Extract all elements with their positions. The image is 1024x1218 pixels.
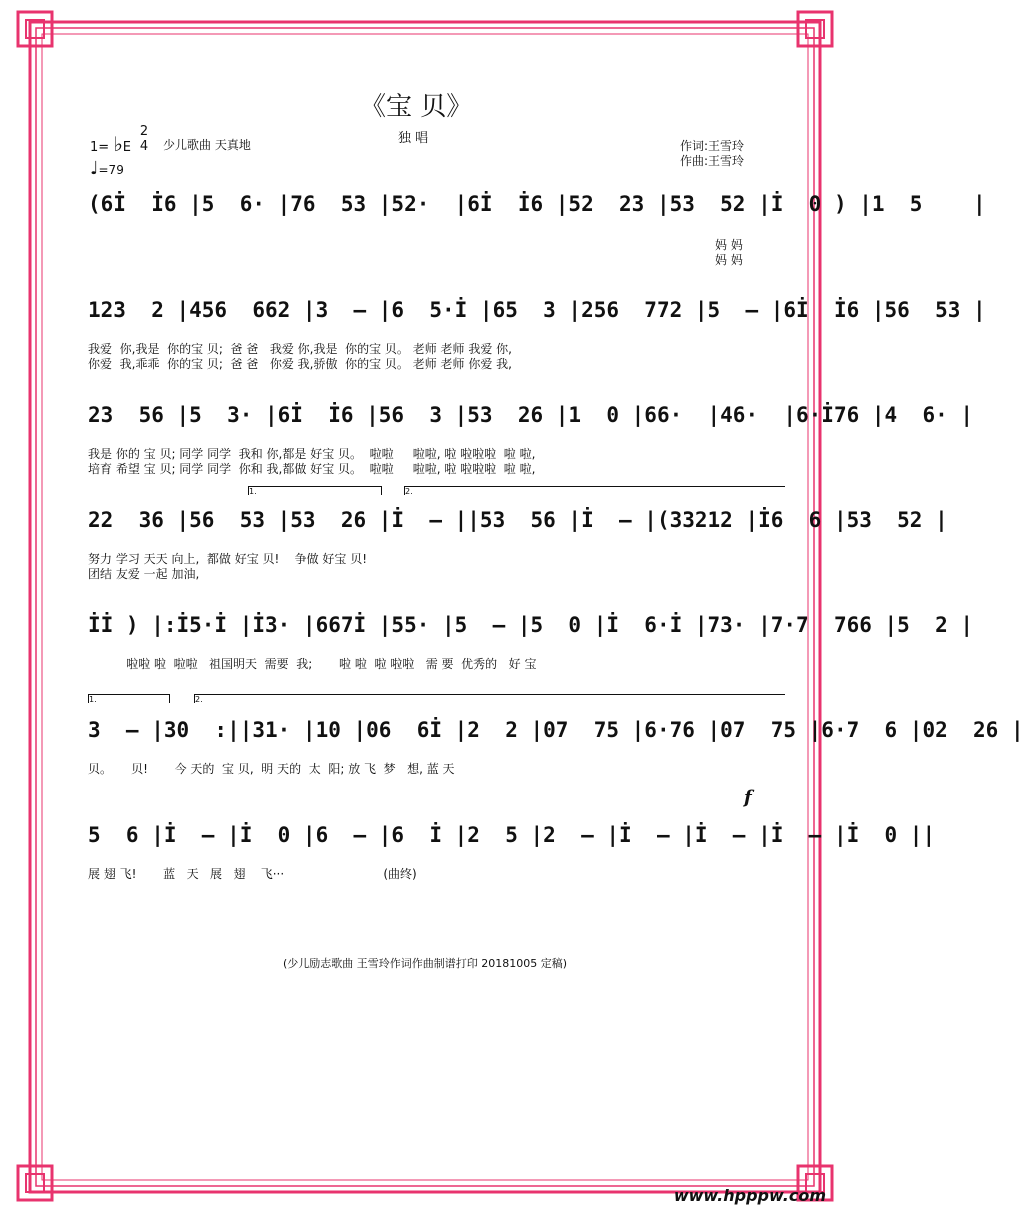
tempo-marking [90, 158, 124, 179]
composer-credit: 作曲:王雪玲 [680, 154, 745, 168]
key-signature [90, 132, 131, 156]
key-note: E [122, 140, 131, 155]
volta-bracket-1: 1. [248, 486, 382, 495]
lyric-line-4b: 团结 友爱 一起 加油, [88, 567, 200, 581]
lyric-line-3b: 培育 希望 宝 贝; 同学 同学 你和 我,都做 好宝 贝。 啦啦 啦啦, 啦 啦啦啦 啦 啦, [88, 462, 536, 476]
notation-system-1: (6İ İ6 |5 6· |76 53 |52· |6İ İ6 |52 23 |53 52 |İ 0 ) |1 5 | [88, 192, 986, 216]
lyric-line-2b: 你爱 我,乖乖 你的宝 贝; 爸 爸 你爱 我,骄傲 你的宝 贝。 老师 老师 你爱 我, [88, 357, 512, 371]
lyric-line-3a: 我是 你的 宝 贝; 同学 同学 我和 你,都是 好宝 贝。 啦啦 啦啦, 啦 啦啦啦 啦 啦, [88, 447, 536, 461]
time-signature [138, 124, 150, 154]
volta-bracket-3: 1. [88, 694, 170, 703]
key-prefix: 1= [90, 140, 110, 155]
notation-system-3: 23 56 |5 3· |6İ İ6 |56 3 |53 26 |1 0 |66· |46· |6·İ76 |4 6· | [88, 403, 974, 427]
tempo-value: =79 [98, 163, 124, 177]
lyric-line-7a: 展 翅 飞! 蓝 天 展 翅 飞··· (曲终) [88, 867, 417, 881]
lyric-line-2a: 我爱 你,我是 你的宝 贝; 爸 爸 我爱 你,我是 你的宝 贝。 老师 老师 我爱 你, [88, 342, 512, 356]
flat-sign: ♭ [113, 132, 123, 156]
site-watermark: www.hpppw.com [673, 1186, 826, 1205]
notation-system-2: 123 2 |456 662 |3 – |6 5·İ |65 3 |256 772 |5 – |6İ İ6 |56 53 | [88, 298, 986, 322]
time-bottom: 4 [139, 139, 149, 154]
dynamic-marking: f [744, 787, 752, 808]
side-lyric-1b: 妈 妈 [715, 253, 743, 267]
time-top: 2 [139, 124, 149, 139]
lyricist-credit: 作词:王雪玲 [680, 139, 745, 153]
lyric-line-5a: 啦啦 啦 啦啦 祖国明天 需要 我; 啦 啦 啦 啦啦 需 要 优秀的 好 宝 [88, 657, 537, 671]
song-title: 《宝 贝》 [360, 92, 473, 122]
quarter-note-icon: ♩ [90, 158, 99, 179]
lyric-line-4a: 努力 学习 天天 向上, 都做 好宝 贝! 争做 好宝 贝! [88, 552, 368, 566]
volta-bracket-2: 2. [404, 486, 785, 495]
notation-system-4: 22 36 |56 53 |53 26 |İ – ||53 56 |İ – |(33212 |İ6 6 |53 52 | [88, 508, 948, 532]
lyric-line-6a: 贝。 贝! 今 天的 宝 贝, 明 天的 太 阳; 放 飞 梦 想, 蓝 天 [88, 762, 455, 776]
side-lyric-1a: 妈 妈 [715, 238, 743, 252]
style-marking: 少儿歌曲 天真地 [163, 138, 251, 152]
performance-type: 独 唱 [398, 131, 429, 146]
notation-system-7: 5 6 |İ – |İ 0 |6 – |6 İ |2 5 |2 – |İ – |İ – |İ – |İ 0 || [88, 823, 936, 847]
footer-note: (少儿励志歌曲 王雪玲作词作曲制谱打印 20181005 定稿) [282, 957, 568, 970]
volta-bracket-4: 2. [194, 694, 785, 703]
notation-system-5: İİ ) |:İ5·İ |İ3· |667İ |55· |5 – |5 0 |İ 6·İ |73· |7·7 766 |5 2 | [88, 613, 974, 637]
notation-system-6: 3 – |30 :||31· |10 |06 6İ |2 2 |07 75 |6·76 |07 75 |6·7 6 |02 26 | [88, 718, 1024, 742]
